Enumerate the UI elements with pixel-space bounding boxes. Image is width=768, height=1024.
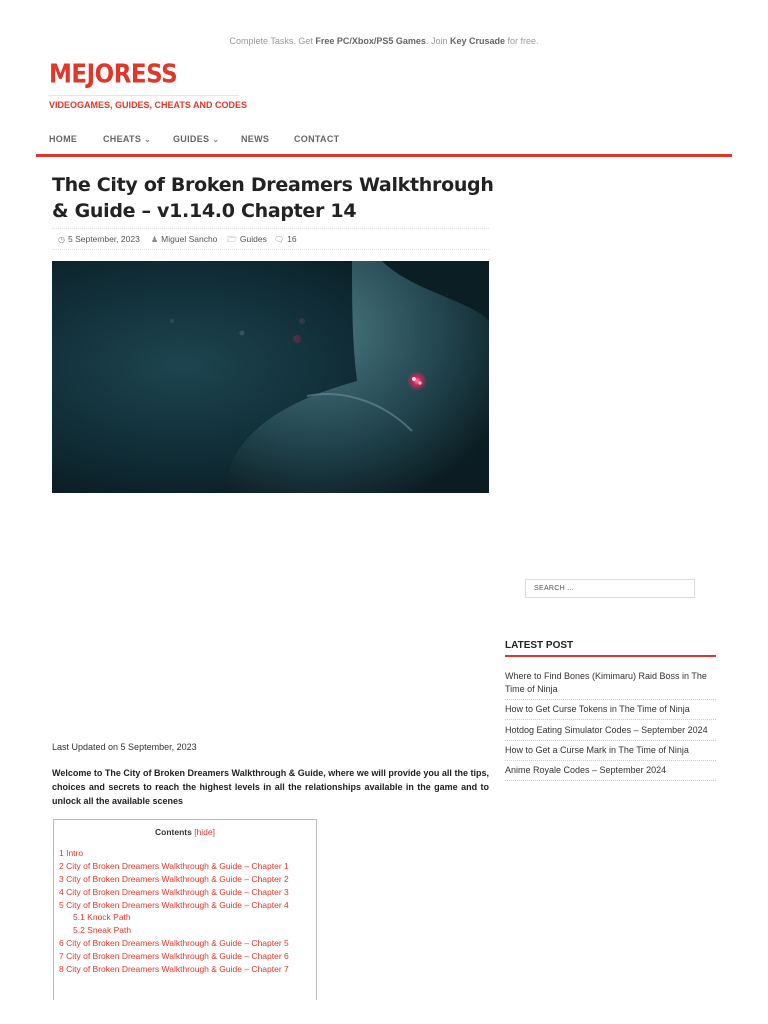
nav-cheats-label: CHEATS [103, 134, 142, 144]
toc-hide-link[interactable]: [hide] [194, 827, 215, 837]
folder-icon: 🗁 [227, 235, 237, 244]
meta-category[interactable] [227, 234, 267, 248]
latest-post-link[interactable]: Anime Royale Codes – September 2024 [505, 765, 667, 775]
promo-bar [0, 36, 768, 46]
post-divider [505, 740, 716, 741]
toc-subitem[interactable]: 5.1 Knock Path [73, 912, 131, 922]
main-nav [36, 126, 732, 157]
post-divider [505, 719, 716, 720]
toc-item[interactable]: 8 City of Broken Dreamers Walkthrough & Guide – Chapter 7 [59, 964, 289, 974]
toc-item[interactable]: 6 City of Broken Dreamers Walkthrough & Guide – Chapter 5 [59, 938, 289, 948]
latest-post-link[interactable]: How to Get a Curse Mark in The Time of Ninja [505, 745, 689, 755]
site-tagline: VIDEOGAMES, GUIDES, CHEATS AND CODES [49, 100, 248, 110]
meta-date-text: 5 September, 2023 [67, 234, 140, 244]
nav-cheats[interactable] [103, 134, 151, 144]
sidebar-search-input[interactable]: SEARCH ... [525, 579, 695, 598]
table-of-contents [53, 819, 317, 1000]
post-divider [505, 780, 716, 781]
user-icon: ♟ [151, 235, 159, 244]
chevron-down-icon: ⌄ [144, 135, 152, 144]
latest-posts-divider [505, 655, 716, 657]
last-updated: Last Updated on 5 September, 2023 [52, 742, 197, 752]
latest-post-link[interactable]: Hotdog Eating Simulator Codes – September 2024 [505, 725, 708, 735]
toc-heading-text: Contents [154, 827, 192, 837]
toc-subitem[interactable]: 5.2 Sneak Path [73, 925, 132, 935]
clock-icon: ◷ [58, 235, 65, 244]
toc-item[interactable]: 2 City of Broken Dreamers Walkthrough & Guide – Chapter 1 [59, 861, 289, 871]
promo-text-pre: Complete Tasks. Get [229, 36, 316, 46]
article-title: The City of Broken Dreamers Walkthrough & Guide – v1.14.0 Chapter 14 [52, 174, 494, 222]
chevron-down-icon: ⌄ [212, 135, 220, 144]
toc-item[interactable]: 5 City of Broken Dreamers Walkthrough & Guide – Chapter 4 [59, 900, 289, 910]
meta-comments[interactable] [274, 234, 297, 244]
article-intro: Welcome to The City of Broken Dreamers Walkthrough & Guide, where we will provide you all the tips, choices and secrets to reach the highest levels in all the relationships available in the game and to unlock all the available scenes [52, 768, 489, 806]
toc-item[interactable]: 4 City of Broken Dreamers Walkthrough & Guide – Chapter 3 [59, 887, 289, 897]
promo-text-post: for free. [504, 36, 539, 46]
post-divider [505, 699, 716, 700]
nav-contact[interactable]: CONTACT [294, 134, 340, 144]
toc-heading [54, 827, 316, 837]
nav-guides-label: GUIDES [173, 134, 210, 144]
meta-category-text: Guides [239, 234, 267, 244]
tagline-divider [49, 95, 239, 96]
promo-link-games[interactable]: Free PC/Xbox/PS5 Games [315, 36, 426, 46]
toc-item[interactable]: 1 Intro [59, 848, 84, 858]
comment-icon: 🗨 [274, 235, 285, 244]
latest-post-link[interactable]: How to Get Curse Tokens in The Time of Ninja [505, 704, 690, 714]
toc-item[interactable]: 3 City of Broken Dreamers Walkthrough & Guide – Chapter 2 [59, 874, 289, 884]
toc-item[interactable]: 7 City of Broken Dreamers Walkthrough & Guide – Chapter 6 [59, 951, 289, 961]
meta-date [58, 234, 140, 244]
meta-author-text: Miguel Sancho [161, 234, 218, 244]
nav-home[interactable]: HOME [49, 134, 78, 144]
article-meta [52, 228, 489, 250]
promo-link-keycrusade[interactable]: Key Crusade [449, 36, 505, 46]
latest-posts-heading: LATEST POST [505, 640, 574, 651]
promo-text-mid: . Join [425, 36, 450, 46]
article-hero-image [52, 261, 489, 493]
nav-guides[interactable] [173, 134, 219, 144]
hero-scene [52, 261, 489, 493]
meta-author[interactable] [151, 234, 217, 244]
post-divider [505, 760, 716, 761]
site-logo[interactable]: MEJORESS [49, 60, 178, 90]
nav-news[interactable]: NEWS [241, 134, 270, 144]
latest-post-link[interactable]: Where to Find Bones (Kimimaru) Raid Boss in The Time of Ninja [505, 671, 707, 694]
meta-comments-text: 16 [287, 234, 297, 244]
